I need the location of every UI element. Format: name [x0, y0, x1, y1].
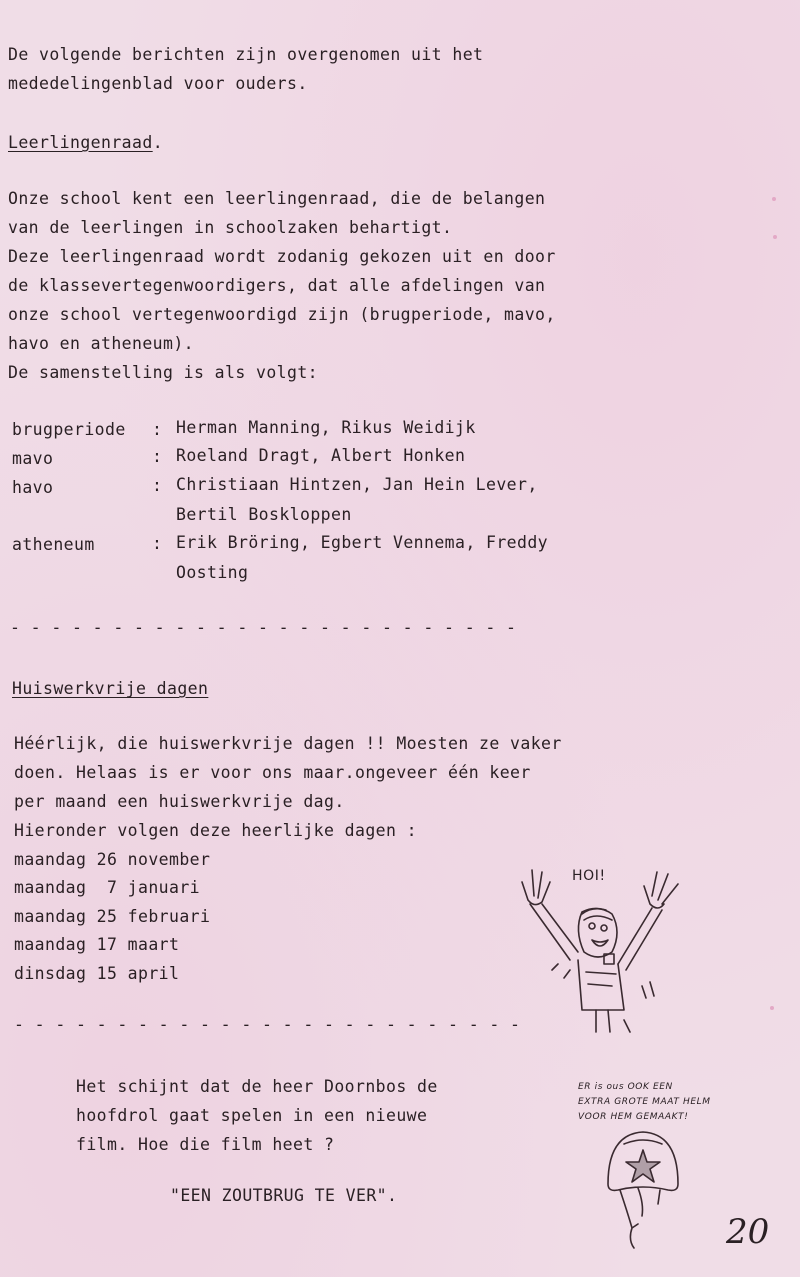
colon: :	[152, 447, 163, 466]
member-names: Oosting	[176, 563, 249, 582]
huiswerk-heading: Huiswerkvrije dagen	[12, 679, 209, 698]
member-names: Herman Manning, Rikus Weidijk	[176, 418, 476, 437]
paragraph-line: Héérlijk, die huiswerkvrije dagen !! Moesten ze vaker	[14, 734, 562, 753]
paragraph-line: de klassevertegenwoordigers, dat alle afdelingen van	[8, 276, 546, 295]
paragraph-line: havo en atheneum).	[8, 334, 195, 353]
colon: :	[152, 534, 163, 553]
paper-speck	[770, 1006, 774, 1010]
colon: :	[152, 420, 163, 439]
member-names: Christiaan Hintzen, Jan Hein Lever,	[176, 475, 538, 494]
afdeling-label: brugperiode	[12, 420, 126, 439]
paper-speck	[772, 197, 776, 201]
paragraph-line: van de leerlingen in schoolzaken behartigt.	[8, 218, 453, 237]
date-item: maandag 25 februari	[14, 907, 211, 926]
page-number: 20	[726, 1212, 770, 1252]
date-item: maandag 26 november	[14, 850, 211, 869]
paragraph-line: De samenstelling is als volgt:	[8, 363, 319, 382]
paragraph-line: hoofdrol gaat spelen in een nieuwe	[76, 1106, 428, 1125]
paragraph-line: film. Hoe die film heet ?	[76, 1135, 335, 1154]
intro-line-2: mededelingenblad voor ouders.	[8, 74, 308, 93]
date-item: dinsdag 15 april	[14, 964, 180, 983]
cartoon-caption: ER is ous OOK EEN	[578, 1082, 673, 1092]
paragraph-line: Hieronder volgen deze heerlijke dagen :	[14, 821, 418, 840]
waving-figure-illustration	[512, 860, 692, 1035]
paragraph-line: Deze leerlingenraad wordt zodanig gekozen uit en door	[8, 247, 556, 266]
paragraph-line: Onze school kent een leerlingenraad, die de belangen	[8, 189, 546, 208]
member-names: Bertil Boskloppen	[176, 505, 352, 524]
answer-line: "EEN ZOUTBRUG TE VER".	[170, 1186, 398, 1205]
afdeling-label: havo	[12, 478, 54, 497]
helmet-illustration	[598, 1124, 688, 1254]
paragraph-line: onze school vertegenwoordigd zijn (brugperiode, mavo,	[8, 305, 556, 324]
paper-speck	[773, 235, 777, 239]
leerlingenraad-heading: Leerlingenraad.	[8, 133, 164, 152]
cartoon-speech-hoi: HOI!	[572, 868, 606, 884]
separator-line: - - - - - - - - - - - - - - - - - - - - - - - - -	[10, 618, 517, 637]
member-names: Erik Bröring, Egbert Vennema, Freddy	[176, 533, 549, 552]
paragraph-line: per maand een huiswerkvrije dag.	[14, 792, 345, 811]
intro-line-1: De volgende berichten zijn overgenomen uit het	[8, 45, 484, 64]
colon: :	[152, 476, 163, 495]
separator-line: - - - - - - - - - - - - - - - - - - - - - - - - -	[14, 1015, 521, 1034]
cartoon-caption: VOOR HEM GEMAAKT!	[578, 1112, 689, 1122]
cartoon-caption: EXTRA GROTE MAAT HELM	[578, 1097, 711, 1107]
paragraph-line: doen. Helaas is er voor ons maar.ongeveer één keer	[14, 763, 531, 782]
afdeling-label: atheneum	[12, 535, 95, 554]
date-item: maandag 17 maart	[14, 935, 180, 954]
afdeling-label: mavo	[12, 449, 54, 468]
paragraph-line: Het schijnt dat de heer Doornbos de	[76, 1077, 438, 1096]
date-item: maandag 7 januari	[14, 878, 201, 897]
member-names: Roeland Dragt, Albert Honken	[176, 446, 466, 465]
